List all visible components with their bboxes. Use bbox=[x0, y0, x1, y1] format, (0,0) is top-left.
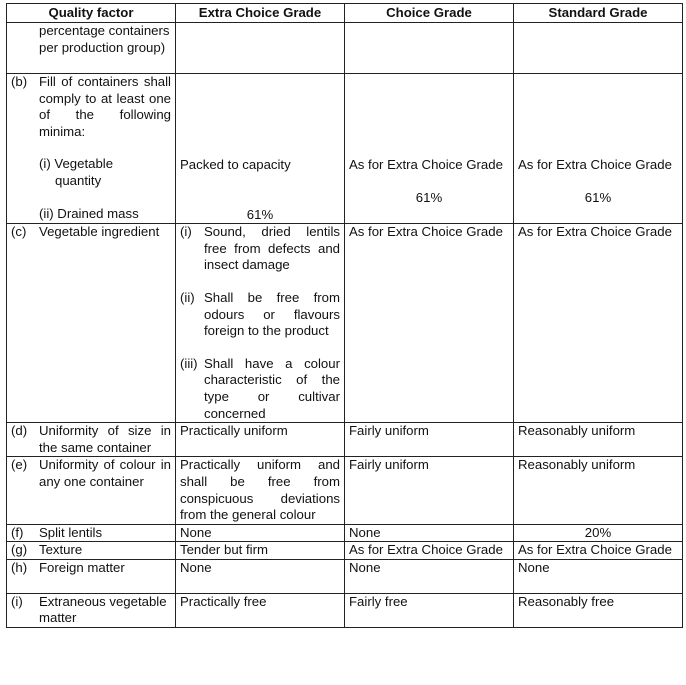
quality-grade-table bbox=[6, 3, 683, 628]
table-row-foreign-matter bbox=[7, 559, 683, 593]
standard-drained-mass-value: 61% bbox=[584, 189, 612, 205]
list-item: (ii) Shall be free from odours or flavours foreign to the product bbox=[180, 289, 340, 339]
table-row-vegetable-ingredient bbox=[7, 224, 683, 423]
table-row-split-lentils bbox=[7, 524, 683, 542]
standard-foreign-matter: None bbox=[514, 559, 683, 593]
quality-factor-text: Vegetable ingredient bbox=[39, 224, 160, 240]
table-row bbox=[7, 23, 683, 74]
choice-uniformity-size: Fairly uniform bbox=[345, 423, 514, 457]
choice-foreign-matter: None bbox=[345, 559, 514, 593]
list-item: (iii) Shall have a colour characteristic of the type or cultivar concerned bbox=[180, 355, 340, 421]
list-item: (i) Sound, dried lentils free from defects and insect damage bbox=[180, 224, 340, 273]
quality-factor-text: Extraneous vegetable matter bbox=[39, 593, 167, 626]
choice-split-lentils: None bbox=[345, 524, 514, 542]
extra-extraneous-matter: Practically free bbox=[176, 593, 345, 627]
table-row-uniformity-size bbox=[7, 423, 683, 457]
quality-factor-text: Fill of containers shall comply to at least one of the following minima: bbox=[39, 74, 171, 139]
table-row-extraneous-matter bbox=[7, 593, 683, 627]
quality-factor-text: Foreign matter bbox=[39, 559, 125, 575]
standard-vegetable-ingredient: As for Extra Choice Grade bbox=[514, 224, 683, 423]
header-standard-grade: Standard Grade bbox=[514, 4, 683, 23]
choice-extraneous-matter: Fairly free bbox=[345, 593, 514, 627]
standard-uniformity-size: Reasonably uniform bbox=[514, 423, 683, 457]
standard-extraneous-matter: Reasonably free bbox=[514, 593, 683, 627]
row-label: (d) bbox=[11, 423, 28, 439]
row-label: (e) bbox=[11, 457, 28, 473]
standard-split-lentils: 20% bbox=[514, 524, 683, 542]
table-row-uniformity-colour bbox=[7, 457, 683, 524]
sub-item-drained-mass-label: (ii) Drained mass bbox=[39, 205, 139, 221]
table-row-texture bbox=[7, 542, 683, 560]
choice-fill-value: As for Extra Choice Grade bbox=[349, 157, 503, 172]
row-label: (g) bbox=[11, 542, 28, 558]
standard-uniformity-colour: Reasonably uniform bbox=[514, 457, 683, 524]
row-label: (f) bbox=[11, 524, 24, 540]
continuation-text: percentage containers per production group) bbox=[39, 23, 170, 55]
choice-vegetable-ingredient: As for Extra Choice Grade bbox=[345, 224, 514, 423]
quality-factor-text: Uniformity of size in the same container bbox=[39, 423, 171, 455]
row-label: (i) bbox=[11, 593, 23, 609]
table-header-row bbox=[7, 4, 683, 23]
header-extra-choice-grade: Extra Choice Grade bbox=[176, 4, 345, 23]
sub-item-vegetable-cont: quantity bbox=[55, 172, 102, 188]
extra-drained-mass-value: 61% bbox=[246, 206, 274, 222]
sub-item-vegetable-label: (i) Vegetable bbox=[39, 156, 114, 172]
standard-fill-value: As for Extra Choice Grade bbox=[518, 157, 672, 172]
choice-uniformity-colour: Fairly uniform bbox=[345, 457, 514, 524]
choice-texture: As for Extra Choice Grade bbox=[345, 542, 514, 560]
quality-factor-text: Uniformity of colour in any one container bbox=[39, 457, 171, 489]
extra-texture: Tender but firm bbox=[176, 542, 345, 560]
extra-foreign-matter: None bbox=[176, 559, 345, 593]
extra-uniformity-size: Practically uniform bbox=[176, 423, 345, 457]
row-label: (b) bbox=[11, 74, 28, 89]
extra-fill-value: Packed to capacity bbox=[180, 157, 291, 172]
header-quality-factor: Quality factor bbox=[7, 4, 176, 23]
extra-split-lentils: None bbox=[176, 524, 345, 542]
extra-uniformity-colour: Practically uniform and shall be free from conspicuous deviations from the general colour bbox=[176, 457, 345, 524]
header-choice-grade: Choice Grade bbox=[345, 4, 514, 23]
table-row-fill-of-containers bbox=[7, 74, 683, 224]
quality-factor-text: Texture bbox=[39, 542, 83, 558]
row-label: (c) bbox=[11, 224, 27, 240]
quality-factor-text: Split lentils bbox=[39, 524, 103, 540]
row-label: (h) bbox=[11, 559, 28, 575]
choice-drained-mass-value: 61% bbox=[415, 189, 443, 205]
standard-texture: As for Extra Choice Grade bbox=[514, 542, 683, 560]
